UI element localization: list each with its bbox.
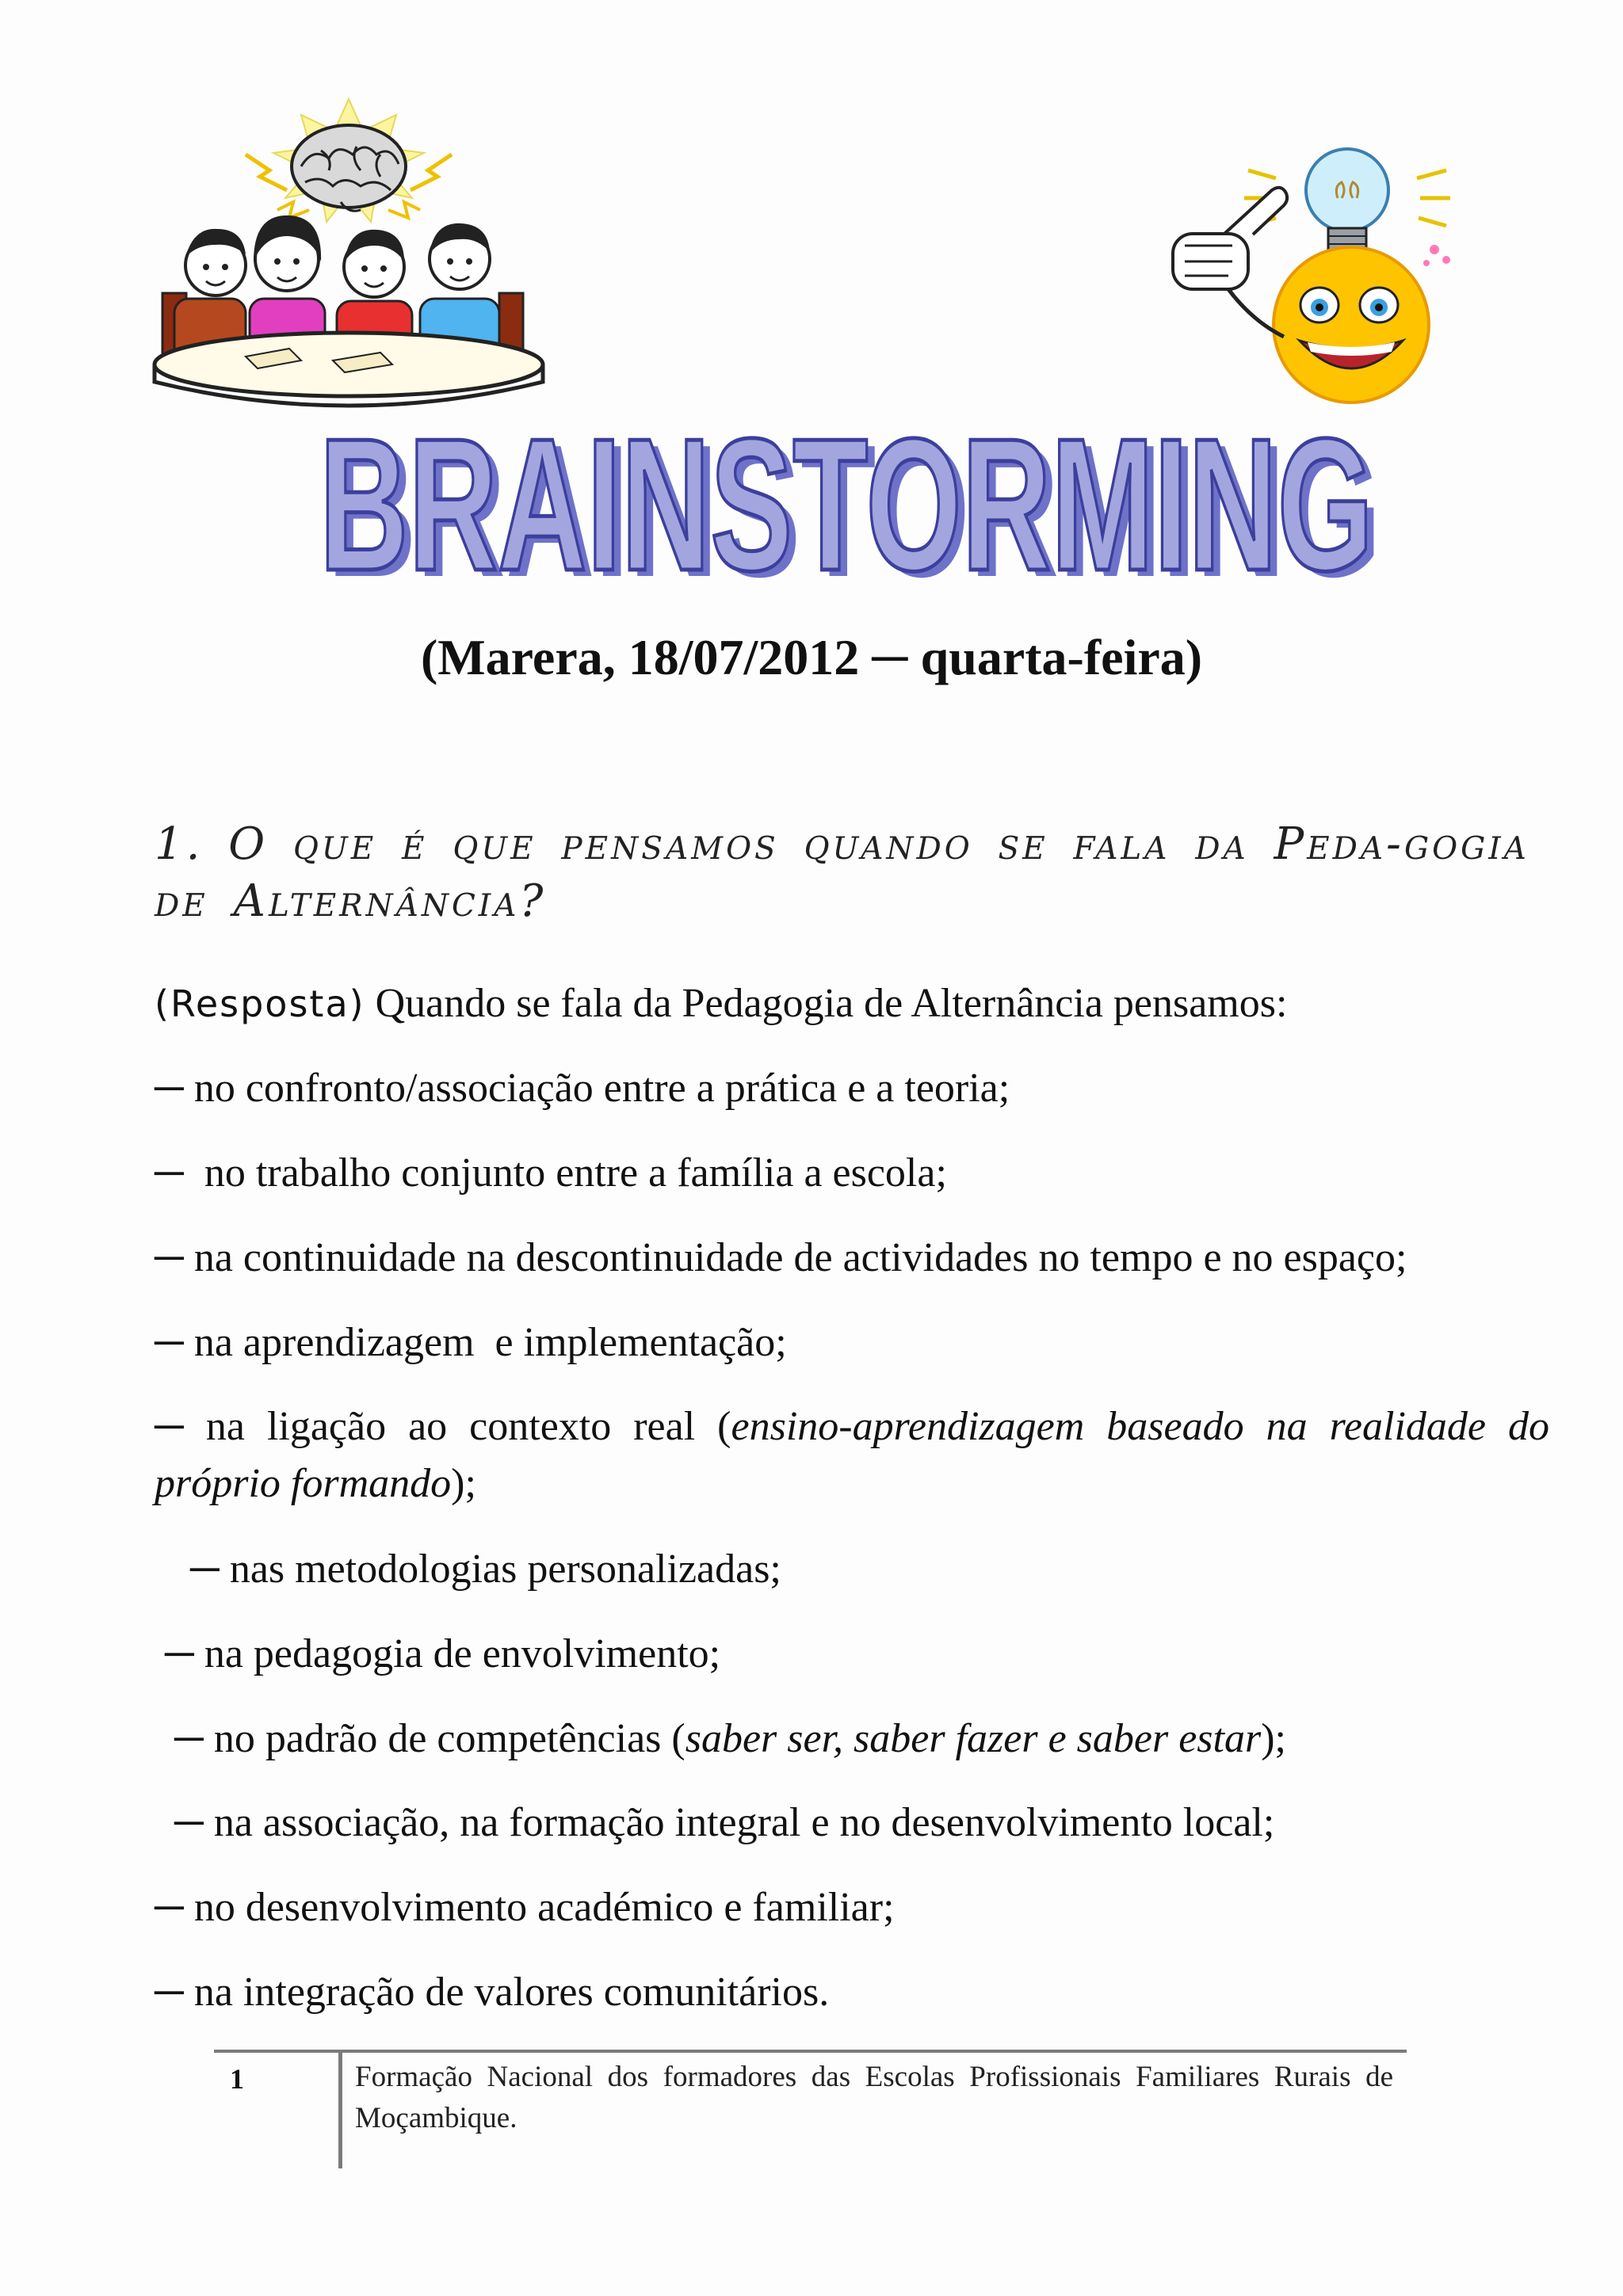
list-item: ─ na continuidade na descontinuidade de actividades no tempo e no espaço; (155, 1235, 1407, 1280)
footer-text: Formação Nacional dos formadores das Escolas Profissionais Familiares Rurais de Moçambique. (355, 2061, 1393, 2134)
answer-label: (Resposta) (155, 982, 365, 1025)
list-item: ─ no confronto/associação entre a prática e a teoria; (155, 1066, 1010, 1111)
answer-intro (155, 976, 1549, 1032)
page-title (301, 424, 1395, 606)
list-item: ─ na aprendizagem e implementação; (155, 1320, 787, 1365)
page-subtitle: (Marera, 18/07/2012 ─ quarta-feira) (420, 629, 1203, 685)
smiley-icon (1149, 143, 1482, 404)
brain-icon (246, 99, 452, 222)
pointing-hand-icon (1173, 188, 1287, 337)
meeting-clipart (151, 91, 563, 408)
question-heading: 1. O que é que pensamos quando se fala da Peda-gogia de Alternância? (155, 818, 1529, 927)
list-item: ─ na associação, na formação integral e no desenvolvimento local; (174, 1800, 1275, 1845)
list-item: ─ na ligação ao contexto real (ensino-aprendizagem baseado na realidade do próprio formando); (155, 1404, 1549, 1506)
page-title-text: BRAINSTORMING (319, 424, 1373, 606)
list-item: ─ no padrão de competências (saber ser, saber fazer e saber estar); (174, 1716, 1286, 1761)
answer-intro-text: Quando se fala da Pedagogia de Alternância pensamos: (365, 981, 1288, 1026)
list-item: ─ nas metodologias personalizadas; (190, 1547, 781, 1592)
list-item: ─ na pedagogia de envolvimento; (165, 1631, 721, 1676)
list-item: ─ no desenvolvimento académico e familiar; (155, 1885, 895, 1930)
footer-divider (214, 2050, 1407, 2053)
list-item: ─ no trabalho conjunto entre a família a escola; (155, 1150, 947, 1196)
page-title-shadow: BRAINSTORMING (327, 424, 1381, 606)
footer-vertical-divider (338, 2050, 342, 2168)
list-item: ─ na integração de valores comunitários. (155, 1970, 830, 2015)
page-number: 1 (230, 2063, 244, 2095)
